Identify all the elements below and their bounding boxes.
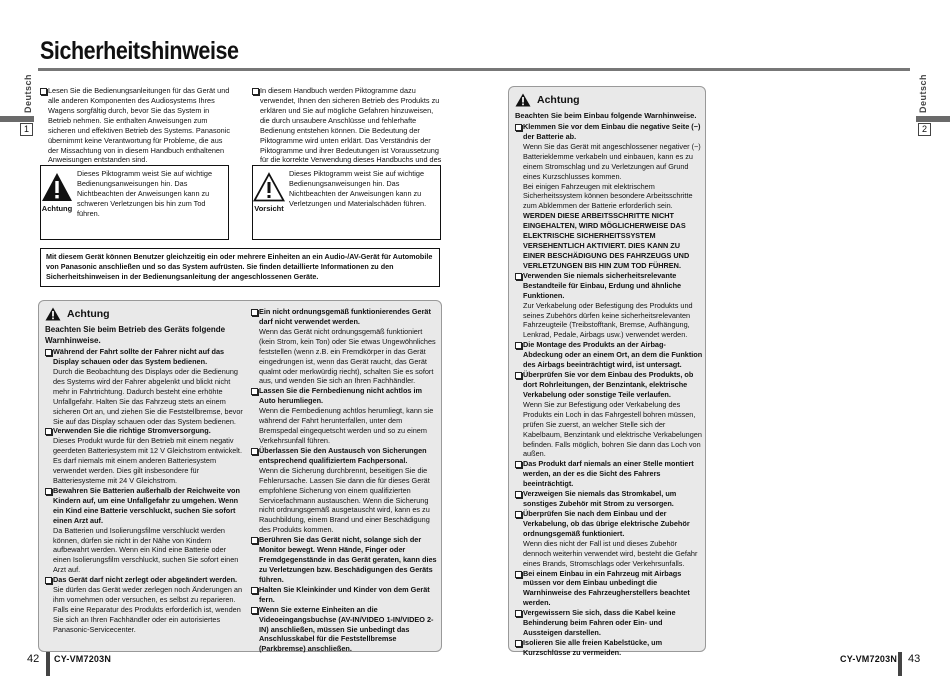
warning-item bbox=[45, 347, 245, 426]
warning-item bbox=[251, 585, 439, 605]
multi-device-note: Mit diesem Gerät können Benutzer gleichzeitig ein oder mehrere Einheiten an ein Audio-/AV-Gerät für Automobile von Panasonic anschließen und so das System aufrüsten. Sie finden detaillierte Informationen zu den Sicherheitshinweisen in der Bedienungsanleitung der angeschlossenen Geräte. bbox=[40, 248, 440, 287]
warning-item-body: Dieses Produkt wurde für den Betrieb mit einem negativ geerdeten Batteriesystem mit 12 V Gleichstrom entwickelt. Es darf niemals mit einem anderen Batteriesystem verwendet werden. Dies gilt insbesondere für Batteriesysteme mit 24 V Gleichstrom. bbox=[53, 436, 242, 486]
model-number-left: CY-VM7203N bbox=[54, 654, 112, 664]
installation-warning-heading: Achtung bbox=[537, 94, 580, 106]
warning-item-title: Klemmen Sie vor dem Einbau die negative Seite (−) der Batterie ab. bbox=[515, 122, 703, 142]
warning-item bbox=[515, 509, 703, 569]
installation-warning-panel bbox=[508, 86, 706, 657]
warning-item-body: Da Batterien und Isolierungsfilme verschluckt werden können, dürfen sie nicht in der Nähe von Kindern aufbewahrt werden. Wenn ein Kind eine Batterie oder einen Isolierungsfilm verschluckt, suchen Sie sofort einen Arzt auf. bbox=[53, 525, 239, 575]
warning-item bbox=[251, 386, 439, 446]
pictogram-warning-label: Achtung bbox=[41, 204, 73, 213]
footer-bar-right bbox=[898, 652, 902, 676]
section-number-right: 2 bbox=[918, 123, 931, 136]
pictogram-caution-box bbox=[252, 165, 441, 240]
operation-warning-column-1 bbox=[45, 347, 245, 635]
warning-item-title: Wenn Sie externe Einheiten an die Videoeingangsbuchse (AV-IN/VIDEO 1-IN/VIDEO 2-IN) anschließen, müssen Sie unbedingt das Anschlusskabel für die Feststellbremse (Parkbremse) anschließen. bbox=[251, 605, 439, 655]
warning-item bbox=[515, 459, 703, 489]
warning-item bbox=[45, 486, 245, 575]
warning-item-title: Halten Sie Kleinkinder und Kinder von dem Gerät fern. bbox=[251, 585, 439, 605]
warning-item-body: Sie dürfen das Gerät weder zerlegen noch Änderungen an ihm vornehmen oder versuchen, es selbst zu reparieren. Falls eine Reparatur des Produkts erforderlich ist, wenden Sie sich an Ihren Fachhändler oder ein autorisiertes Panasonic-Servicecenter. bbox=[53, 585, 243, 634]
warning-item-title: Überlassen Sie den Austausch von Sicherungen entsprechend qualifiziertem Fachpersonal. bbox=[251, 446, 439, 466]
warning-item-title: Isolieren Sie alle freien Kabelstücke, um Kurzschlüsse zu vermeiden. bbox=[515, 638, 703, 658]
warning-item-title: Verzweigen Sie niemals das Stromkabel, um sonstiges Zubehör mit Strom zu versorgen. bbox=[515, 489, 703, 509]
intro-left bbox=[40, 86, 230, 165]
operation-warning-panel bbox=[38, 300, 442, 652]
intro-right bbox=[252, 86, 442, 175]
side-bar-left bbox=[0, 116, 34, 122]
pictogram-caution-label: Vorsicht bbox=[254, 204, 284, 213]
warning-triangle-icon bbox=[45, 307, 61, 321]
warning-item-title: Berühren Sie das Gerät nicht, solange sich der Monitor bewegt. Wenn Hände, Finger oder Fremdgegenstände in das Gerät geraten, kann dies zu Verletzungen bzw. Beschädigungen des Geräts führen. bbox=[251, 535, 439, 585]
warning-item-title: Bewahren Sie Batterien außerhalb der Reichweite von Kindern auf, um eine Unfallgefahr zu umgehen. Wenn ein Kind eine Batterie verschluckt, suchen Sie sofort einen Arzt auf. bbox=[45, 486, 245, 526]
warning-item bbox=[515, 340, 703, 370]
warning-item bbox=[251, 307, 439, 386]
warning-item-title: Ein nicht ordnungsgemäß funktionierendes Gerät darf nicht verwendet werden. bbox=[251, 307, 439, 327]
warning-item-title: Verwenden Sie niemals sicherheitsrelevante Bestandteile für Einbau, Erdung und ähnliche Funktionen. bbox=[515, 271, 703, 301]
intro-right-text: In diesem Handbuch werden Piktogramme dazu verwendet, Ihnen den sicheren Betrieb des Produkts zu erklären und Sie auf mögliche Gefahren hinzuweisen, die durch unsaubere Anschlüsse und fehlerhafte Bedienung entstehen können. Die Bedeutung der Piktogramme wird unten erklärt. Das Verständnis der Piktogramme und ihrer Bedeutungen ist Voraussetzung für die korrekte Verwendung dieses Handbuchs und des bbox=[252, 86, 442, 175]
footer-bar-left bbox=[46, 652, 50, 676]
warning-item bbox=[45, 575, 245, 635]
warning-item-body: Zur Verkabelung oder Befestigung des Produkts und seines Zubehörs dürfen keine sicherheitsrelevanten Fahrzeugteile (Treibstofftank, Bremse, Aufhängung, Lenkrad, Pedale, Airbags usw.) verwendet werden. bbox=[523, 300, 693, 340]
warning-item bbox=[45, 426, 245, 486]
installation-warning-intro: Beachten Sie beim Einbau folgende Warnhinweise. bbox=[515, 111, 697, 121]
warning-item-body: Wenn Sie das Gerät mit angeschlossener negativer (−) Batterieklemme verkabeln und einbauen, kann es zu einem Stromschlag und zu Verletzungen auf Grund eines Kurzschlusses kommen. bbox=[523, 141, 701, 181]
page-number-left: 42 bbox=[27, 653, 40, 665]
warning-item-title: Überprüfen Sie vor dem Einbau des Produkts, ob dort Rohrleitungen, der Benzintank, elektrische Verkabelung oder sonstige Teile verlaufen. bbox=[515, 370, 703, 400]
warning-item-body: Wenn dies nicht der Fall ist und dieses Zubehör dennoch weiterhin verwendet wird, besteht die Gefahr eines Brands, Stromschlags oder Verkehrsunfalls. bbox=[523, 538, 698, 568]
warning-item-title: Die Montage des Produkts an der Airbag-Abdeckung oder an einem Ort, an dem die Funktion des Airbags beeinträchtigt wird, ist untersagt. bbox=[515, 340, 703, 370]
warning-item-title: Bei einem Einbau in ein Fahrzeug mit Airbags müssen vor dem Einbau unbedingt die Warnhinweise des Fahrzeugherstellers beachtet werden. bbox=[515, 569, 703, 609]
warning-item-title: Vergewissern Sie sich, dass die Kabel keine Behinderung beim Fahren oder Ein- und Aussteigen darstellen. bbox=[515, 608, 703, 638]
warning-item-title: Während der Fahrt sollte der Fahrer nicht auf das Display schauen oder das System bedienen. bbox=[45, 347, 245, 367]
warning-item bbox=[515, 569, 703, 609]
warning-item bbox=[515, 489, 703, 509]
language-label-left: Deutsch bbox=[23, 74, 33, 114]
warning-item bbox=[515, 608, 703, 638]
warning-item-body: Wenn Sie zur Befestigung oder Verkabelung des Produkts ein Loch in das Fahrgestell bohren müssen, prüfen Sie zuerst, an welcher Stelle sich der Kabelbaum, Benzintank und elektrische Verkabelungen befinden. Falls möglich, bohren Sie dann das Loch von außen. bbox=[523, 399, 702, 459]
warning-item-note: WERDEN DIESE ARBEITSSCHRITTE NICHT EINGEHALTEN, WIRD MÖGLICHERWEISE DAS ELEKTRISCHE SICHERHEITSSYSTEM VERSEHENTLICH AKTIVIERT. DIES KANN ZU EINER BESCHÄDIGUNG DES FAHRZEUGS UND VERLETZUNGEN BIS HIN ZUM TOD FÜHREN. bbox=[523, 211, 690, 270]
warning-item bbox=[251, 446, 439, 535]
warning-item-title: Überprüfen Sie nach dem Einbau und der Verkabelung, ob das übrige elektrische Zubehör ordnungsgemäß funktioniert. bbox=[515, 509, 703, 539]
operation-warning-header bbox=[45, 307, 245, 321]
page-number-right: 43 bbox=[908, 653, 921, 665]
warning-item-body: Bei einigen Fahrzeugen mit elektrischem Sicherheitssystem können besondere Arbeitsschritte zum Abklemmen der Batterie erforderlich sein. bbox=[523, 181, 693, 211]
page-title: Sicherheitshinweise bbox=[40, 37, 239, 65]
operation-warning-heading: Achtung bbox=[67, 308, 110, 320]
warning-item bbox=[515, 638, 703, 658]
section-number-left: 1 bbox=[20, 123, 33, 136]
model-number-right: CY-VM7203N bbox=[840, 654, 898, 664]
intro-left-text: Lesen Sie die Bedienungsanleitungen für das Gerät und alle anderen Komponenten des Audiosystems Ihres Wagens sorgfältig durch, bevor Sie das System in Betrieb nehmen. Sie enthalten Anweisungen zum sicheren und effektiven Betrieb des Systems. Panasonic übernimmt keine Verantwortung für Probleme, die aus der Missachtung von in diesem Handbuch enthaltenen Anweisungen entstanden sind. bbox=[40, 86, 230, 165]
warning-triangle-icon bbox=[515, 93, 531, 107]
warning-item bbox=[515, 271, 703, 340]
warning-item-body: Durch die Beobachtung des Displays oder die Bedienung des Systems wird der Fahrer abgelenkt und blickt nicht mehr in Fahrtrichtung. Dadurch besteht eine erhöhte Unfallgefahr. Halten Sie das Fahrzeug stets an einem sicheren Ort an, und ziehen Sie die Feststellbremse, bevor Sie auf das Display schauen oder das System bedienen. bbox=[53, 366, 243, 426]
caution-triangle-icon bbox=[253, 172, 285, 202]
warning-item bbox=[251, 605, 439, 655]
warning-item-title: Das Produkt darf niemals an einer Stelle montiert werden, an der es die Sicht des Fahrers beeinträchtigt. bbox=[515, 459, 703, 489]
warning-item bbox=[515, 122, 703, 271]
pictogram-warning-box bbox=[40, 165, 229, 240]
warning-triangle-icon bbox=[41, 172, 73, 202]
warning-item bbox=[515, 370, 703, 459]
warning-item-title: Das Gerät darf nicht zerlegt oder abgeändert werden. bbox=[45, 575, 245, 585]
operation-warning-column-2 bbox=[251, 307, 439, 654]
warning-item-body: Wenn die Sicherung durchbrennt, beseitigen Sie die Fehlerursache. Lassen Sie dann die für dieses Gerät empfohlene Sicherung von einem qualifizierten Servicefachmann austauschen. Wenn die Sicherung nicht ordnungsgemäß ausgetauscht wird, kann es zu Rauchbildung, einem Brand und einer Beschädigung des Produkts kommen. bbox=[259, 465, 430, 535]
installation-warning-list bbox=[515, 122, 703, 658]
side-bar-right bbox=[916, 116, 950, 122]
installation-warning-header bbox=[515, 93, 703, 107]
language-label-right: Deutsch bbox=[918, 74, 928, 114]
warning-item-body: Wenn das Gerät nicht ordnungsgemäß funktioniert (kein Strom, kein Ton) oder Sie etwas Ungewöhnliches feststellen (wenn z.B. ein Fremdkörper in das Gerät eingedrungen ist, wenn das Gerät raucht, das Gerät qualmt oder merkwürdig riecht), schalten Sie es sofort aus, und wenden Sie sich an Ihren Fachhändler. bbox=[259, 326, 436, 386]
warning-item-title: Verwenden Sie die richtige Stromversorgung. bbox=[45, 426, 245, 436]
warning-item bbox=[251, 535, 439, 585]
pictogram-caution-text: Dieses Piktogramm weist Sie auf wichtige Bedienungsanweisungen hin. Das Nichtbeachten der Anweisungen kann zu Verletzungen und Materialschäden führen. bbox=[289, 169, 427, 209]
pictogram-warning-text: Dieses Piktogramm weist Sie auf wichtige Bedienungsanweisungen hin. Das Nichtbeachten der Anweisungen kann zu schweren Verletzungen bis hin zum Tod führen. bbox=[77, 169, 213, 219]
warning-item-body: Wenn die Fernbedienung achtlos herumliegt, kann sie während der Fahrt herunterfallen, unter dem Bremspedal eingequetscht werden und so zu einem Verkehrsunfall führen. bbox=[259, 406, 434, 445]
operation-warning-intro: Beachten Sie beim Betrieb des Geräts folgende Warnhinweise. bbox=[45, 325, 226, 345]
title-rule bbox=[38, 68, 910, 71]
warning-item-title: Lassen Sie die Fernbedienung nicht achtlos im Auto herumliegen. bbox=[251, 386, 439, 406]
